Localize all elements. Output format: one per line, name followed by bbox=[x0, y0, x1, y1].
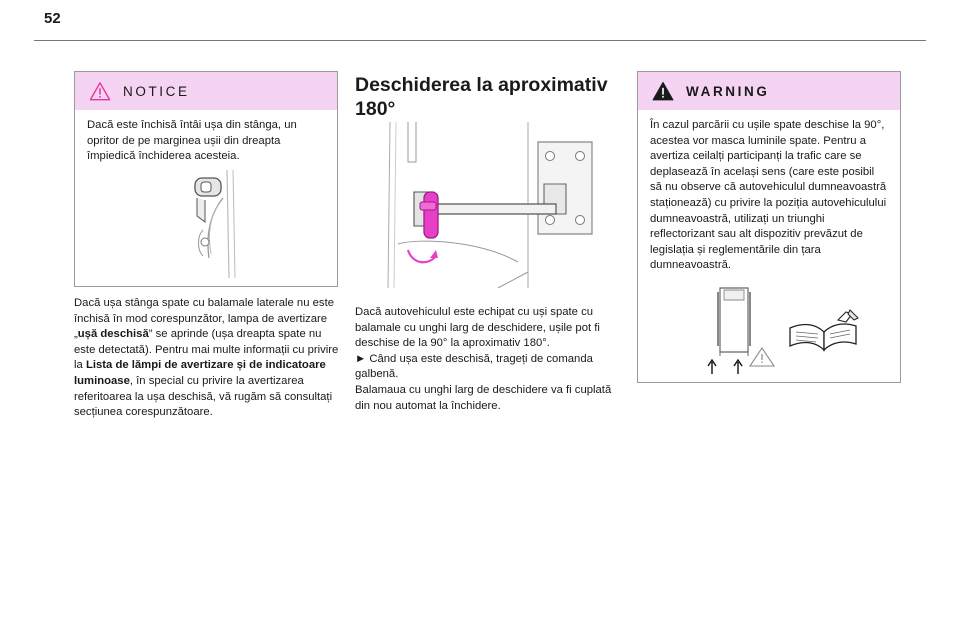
left-para-text-2: ” se aprinde (ușa dreapta spate nu este detectată). Pentru mai multe informații cu privire la bbox=[74, 328, 339, 372]
mid-para-line-3: Balamaua cu unghi larg de deschidere va fi cuplată din nou automat la închidere. bbox=[355, 383, 612, 412]
warning-box bbox=[637, 71, 901, 383]
left-paragraph bbox=[74, 296, 340, 421]
left-para-text-3: , în special cu privire la avertizarea referitoarea la ușa deschisă, vă rugăm să consultați secțiunea corespunzătoare. bbox=[74, 374, 333, 419]
notice-label: NOTICE bbox=[123, 83, 190, 99]
van-open-doors-illustration bbox=[702, 282, 798, 374]
middle-paragraph bbox=[355, 305, 625, 414]
arrow-up-icon bbox=[708, 360, 716, 374]
notice-header bbox=[75, 72, 337, 110]
notice-text: Dacă este închisă întâi ușa din stânga, un opritor de pe marginea ușii din dreapta împiedică închiderea acesteia. bbox=[87, 119, 297, 163]
warning-label: WARNING bbox=[686, 83, 770, 99]
door-stopper-illustration bbox=[183, 170, 243, 278]
mid-para-line-1: Dacă autovehiculul este echipat cu uși spate cu balamale cu unghi larg de deschidere, ușile pot fi deschise de la 90° la aproximativ 180°. bbox=[355, 306, 600, 350]
mid-para-line-2: ► Când ușa este deschisă, trageți de comanda galbenă. bbox=[355, 352, 593, 381]
hinge-illustration bbox=[378, 122, 604, 288]
door-open-label: ușă deschisă bbox=[77, 328, 149, 341]
book-icon bbox=[786, 306, 864, 352]
header-rule bbox=[34, 40, 926, 41]
notice-box bbox=[74, 71, 338, 287]
warning-triangle-icon bbox=[652, 81, 674, 101]
notice-triangle-icon bbox=[89, 81, 111, 101]
warning-header bbox=[638, 72, 900, 110]
page-number: 52 bbox=[44, 10, 61, 27]
left-para-text-1: Dacă ușa stânga spate cu balamale laterale nu este închisă în mod corespunzător, lampa de avertizare „ bbox=[74, 297, 334, 341]
arrow-up-icon bbox=[734, 360, 742, 374]
warning-text: În cazul parcării cu ușile spate deschise la 90°, acestea vor masca luminile spate. Pentru a avertiza ceilalți participanți la trafic care se deplasează în același sens (care este posibil să nu observe că autovehiculul dumneavoastră staționează) cu privire la poziția autovehiculului dumneavoastră, utilizați un triunghi reflectorizant sau alt dispozitiv prevăzut de legislația și reglementările din țara dumneavoastră. bbox=[650, 119, 887, 272]
section-title: Deschiderea la aproximativ 180° bbox=[355, 74, 608, 120]
warning-lamp-list-link[interactable]: Lista de lămpi de avertizare și de indicatoare luminoase bbox=[74, 359, 326, 387]
